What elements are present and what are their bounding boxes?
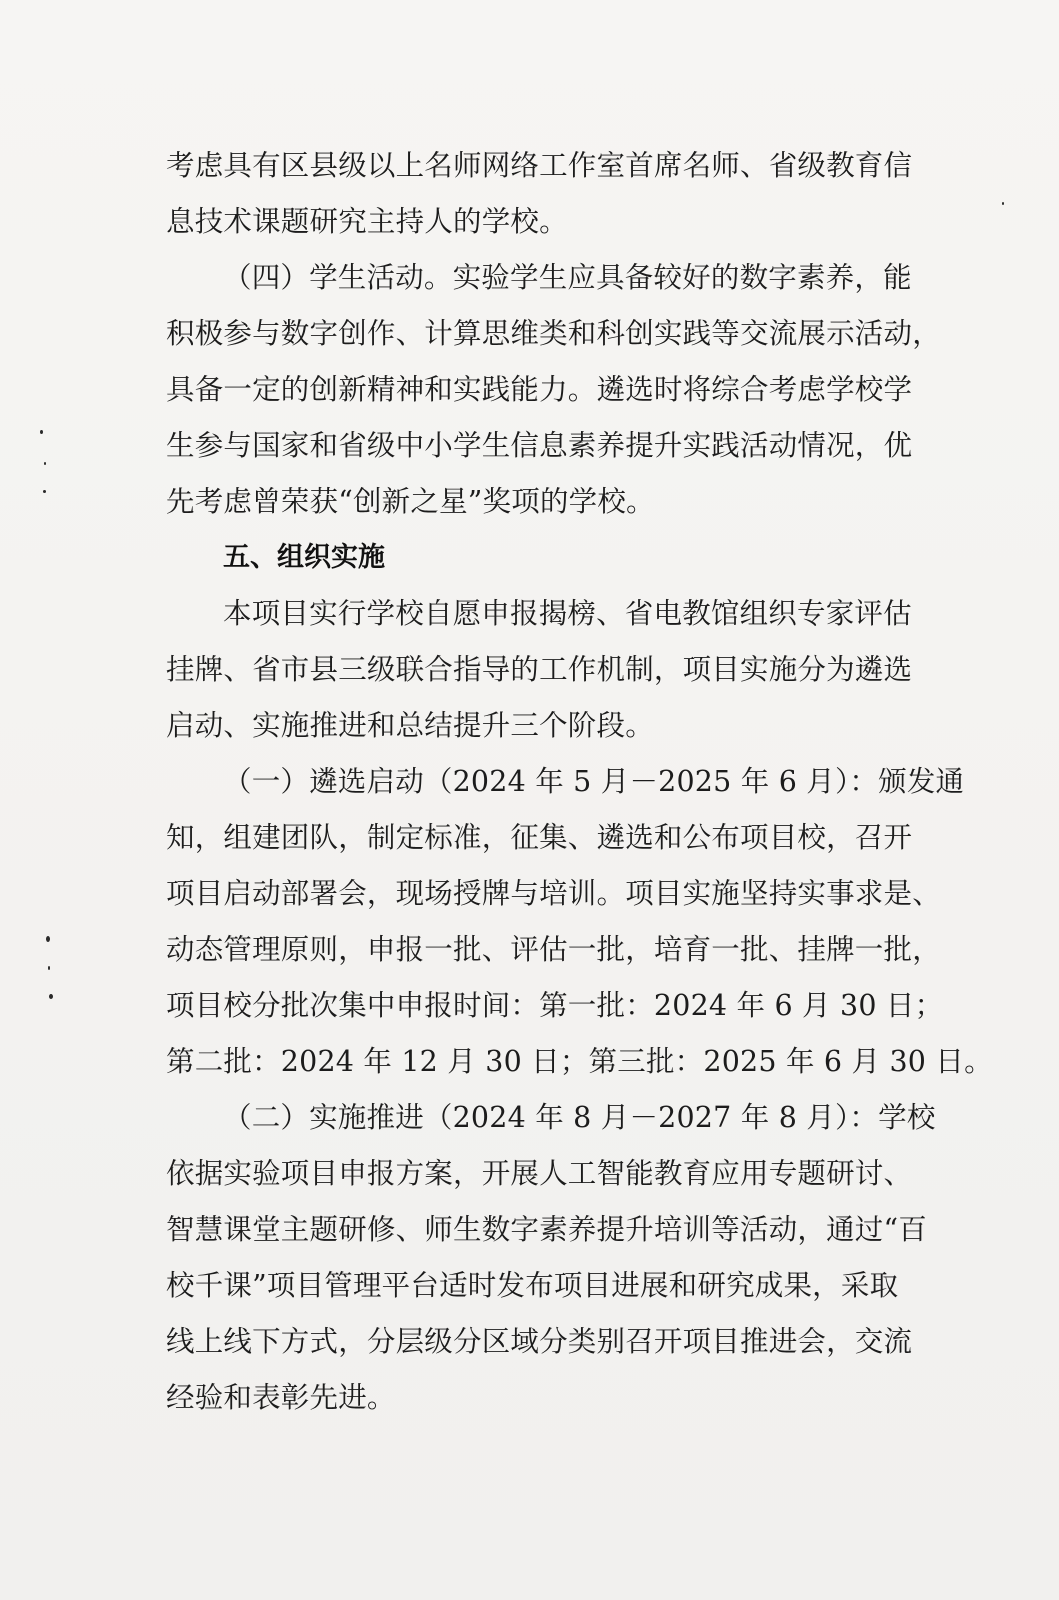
- paragraph-line: 知，组建团队，制定标准，征集、遴选和公布项目校，召开: [166, 821, 913, 854]
- paragraph-line: （二）实施推进（2024 年 8 月－2027 年 8 月）：学校: [223, 1101, 936, 1134]
- paragraph-line: 依据实验项目申报方案，开展人工智能教育应用专题研讨、: [166, 1157, 913, 1190]
- paragraph-line: 具备一定的创新精神和实践能力。遴选时将综合考虑学校学: [166, 373, 913, 406]
- paragraph-line: 动态管理原则，申报一批、评估一批，培育一批、挂牌一批，: [166, 933, 941, 966]
- paragraph-line: 积极参与数字创作、计算思维类和科创实践等交流展示活动，: [166, 317, 941, 350]
- paragraph-line: 线上线下方式，分层级分区域分类别召开项目推进会，交流: [166, 1325, 913, 1358]
- scan-speck: [46, 936, 50, 942]
- document-body: [166, 138, 993, 1426]
- scan-speck: [40, 430, 43, 434]
- paragraph-line: 先考虑曾荣获“创新之星”奖项的学校。: [166, 485, 655, 518]
- paragraph-line: 校千课”项目管理平台适时发布项目进展和研究成果，采取: [166, 1269, 899, 1302]
- paragraph-line: 项目校分批次集中申报时间：第一批：2024 年 6 月 30 日；: [166, 989, 944, 1022]
- scan-speck: [43, 490, 46, 493]
- paragraph-line: 考虑具有区县级以上名师网络工作室首席名师、省级教育信: [166, 149, 913, 182]
- paragraph-line: 启动、实施推进和总结提升三个阶段。: [166, 709, 654, 742]
- scan-speck: [44, 462, 46, 465]
- scan-speck: [48, 966, 50, 970]
- paragraph-line: 本项目实行学校自愿申报揭榜、省电教馆组织专家评估: [223, 597, 912, 630]
- paragraph-line: 第二批：2024 年 12 月 30 日；第三批：2025 年 6 月 30 日。: [166, 1045, 993, 1078]
- scan-speck: [49, 994, 53, 999]
- paragraph-line: 挂牌、省市县三级联合指导的工作机制，项目实施分为遴选: [166, 653, 913, 686]
- paragraph-line: （四）学生活动。实验学生应具备较好的数字素养，能: [223, 261, 912, 294]
- paragraph-line: （一）遴选启动（2024 年 5 月－2025 年 6 月）：颁发通: [223, 765, 965, 798]
- paragraph-line: 经验和表彰先进。: [166, 1381, 396, 1414]
- scan-speck: [1002, 202, 1004, 205]
- paragraph-line: 息技术课题研究主持人的学校。: [166, 205, 568, 238]
- paragraph-line: 智慧课堂主题研修、师生数字素养提升培训等活动，通过“百: [166, 1213, 927, 1246]
- paragraph-line: 生参与国家和省级中小学生信息素养提升实践活动情况，优: [166, 429, 913, 462]
- paragraph-line: 项目启动部署会，现场授牌与培训。项目实施坚持实事求是、: [166, 877, 941, 910]
- section-heading: 五、组织实施: [223, 542, 385, 573]
